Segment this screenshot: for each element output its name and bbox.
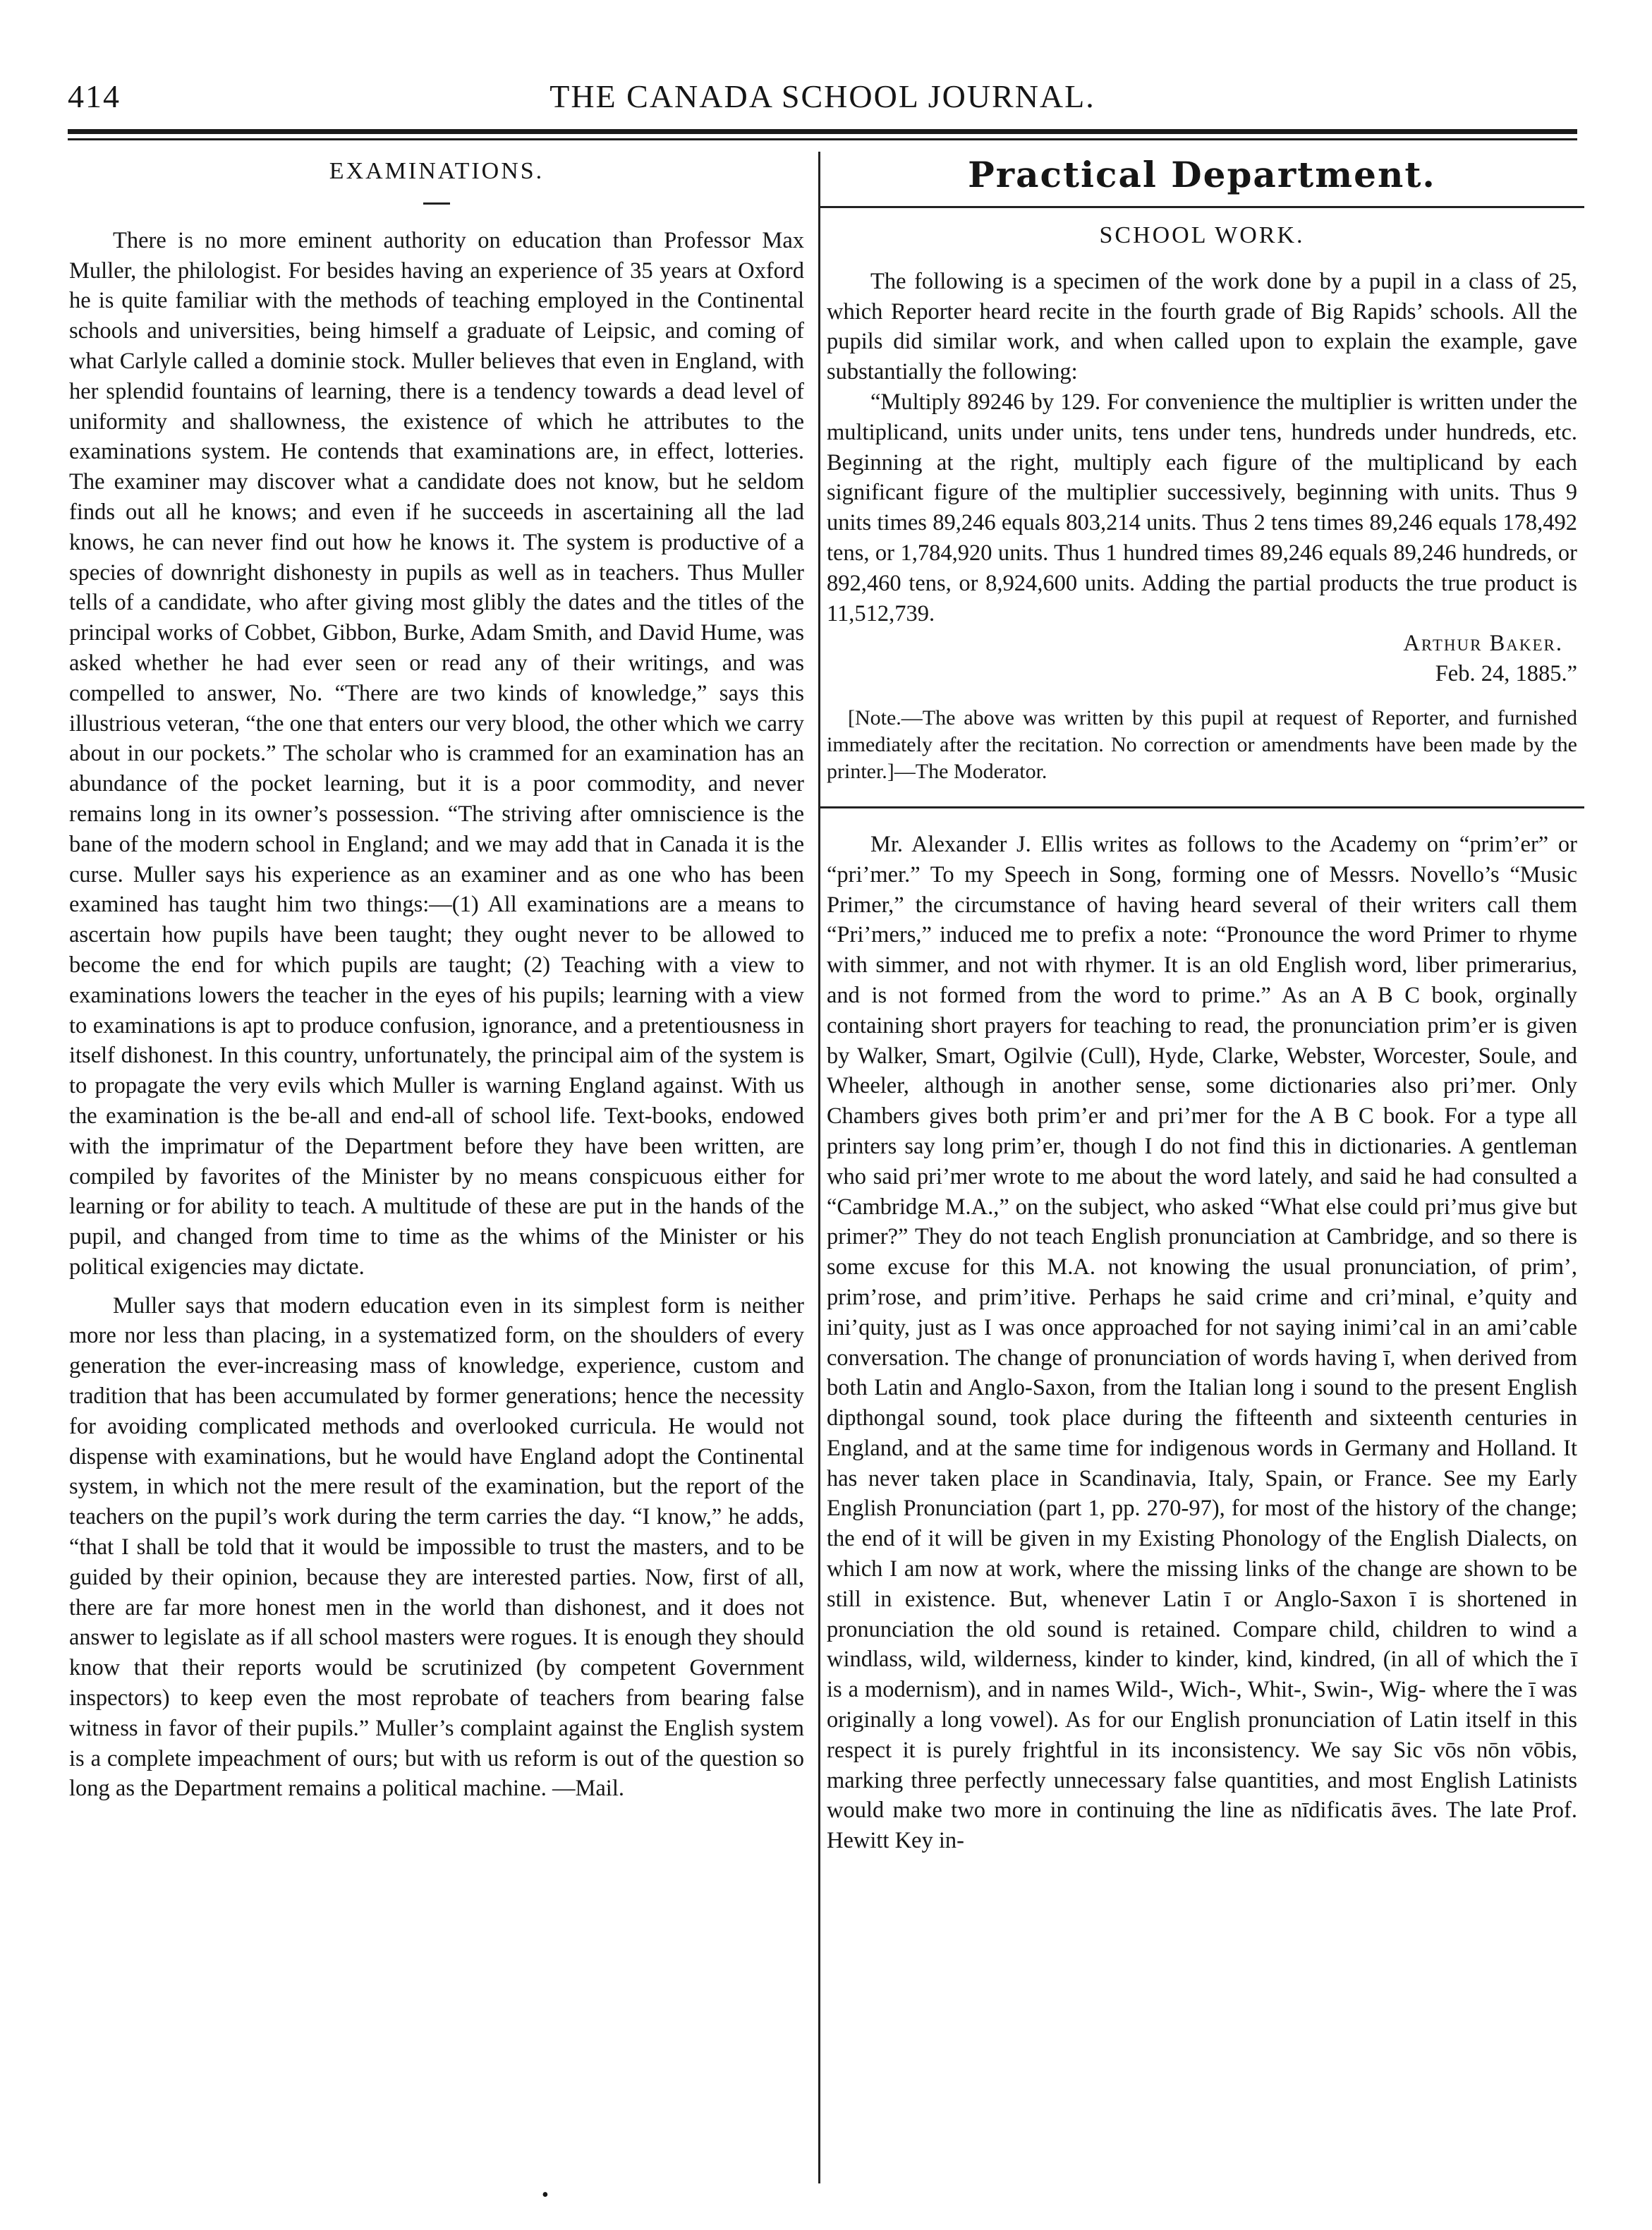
page-number: 414 — [68, 78, 121, 114]
journal-title: THE CANADA SCHOOL JOURNAL. — [549, 78, 1095, 114]
school-work-paragraph-2: “Multiply 89246 by 129. For convenience the multiplier is written under the multiplicand, units under units, tens under tens, hundreds under hundreds, etc. Beginning at the right, multiply each figure of the multiplicand by each significant figure of the multiplier successively, beginning with units. Thus 9 units times 89,246 equals 803,214 units. Thus 2 tens times 89,246 equals 178,492 tens, or 1,784,920 units. Thus 1 hundred times 89,246 equals 89,246 hundreds, or 892,460 tens, or 8,924,600 units. Adding the partial products the true product is 11,512,739. — [827, 389, 1577, 626]
right-column — [827, 154, 1577, 1856]
article-title-examinations: EXAMINATIONS. — [329, 158, 545, 184]
article-title-school-work: SCHOOL WORK. — [1099, 222, 1305, 248]
header-rule-thick — [68, 129, 1577, 134]
footer-mark: • — [542, 2184, 549, 2206]
column-divider — [818, 152, 820, 2183]
department-rule — [820, 206, 1584, 208]
header-rule-thin — [68, 138, 1577, 140]
signature-date: Feb. 24, 1885.” — [1435, 661, 1577, 687]
department-heading: Practical Department. — [968, 154, 1436, 195]
editor-note: [Note.—The above was written by this pupil at request of Reporter, and furnished immediately after the recitation. No correction or amendments have been made by the printer.]—The Moderator. — [827, 705, 1577, 783]
title-rule — [423, 202, 450, 205]
section-separator — [820, 806, 1584, 808]
school-work-paragraph-1: The following is a specimen of the work done by a pupil in a class of 25, which Reporter heard recite in the fourth grade of Big Rapids’ schools. All the pupils did similar work, and when called upon to explain the example, gave substantially the following: — [827, 268, 1577, 385]
left-column — [69, 157, 804, 1804]
page-header — [68, 78, 1577, 127]
author-signature: Arthur Baker. — [1403, 631, 1563, 657]
examinations-paragraph-1: There is no more eminent authority on education than Professor Max Muller, the philologist. For besides having an experience of 35 years at Oxford he is quite familiar with the methods of teaching employed in the Continental schools and universities, being himself a graduate of Leipsic, and coming of what Carlyle called a dominie stock. Muller believes that even in England, with her splendid fountains of learning, there is a tendency towards a dead level of uniformity and shallowness, the existence of which he attributes to the examinations system. He contends that examinations are, in effect, lotteries. The examiner may discover what a candidate does not know, but he seldom finds out all he knows; and even if he succeeds in ascertaining all the lad knows, he can never find out how he knows it. The system is productive of a species of downright dishonesty in pupils as well as in teachers. Thus Muller tells of a candidate, who after giving most glibly the dates and the titles of the principal works of Cobbet, Gibbon, Burke, Adam Smith, and David Hume, was asked whether he had ever seen or read any of their writings, and was compelled to answer, No. “There are two kinds of knowledge,” says this illustrious veteran, “the one that enters our very blood, the other which we carry about in our pockets.” The scholar who is crammed for an examination has an abundance of the pocket learning, but it is a poor commodity, and never remains long in its owner’s possession. “The striving after omniscience is the bane of the modern school in England; and we may add that in Canada it is the curse. Muller says his experience as an examiner and as one who has been examined has taught him two things:—(1) All examinations are a means to ascertain how pupils have been taught; they ought never to be allowed to become the end for which pupils are taught; (2) Teaching with a view to examinations lowers the teacher in the eyes of his pupils; learning with a view to examinations is apt to produce confusion, ignorance, and a pretentiousness in itself dishonest. In this country, unfortunately, the principal aim of the system is to propagate the very evils which Muller is warning England against. With us the examination is the be-all and end-all of school life. Text-books, endowed with the imprimatur of the Department before they have been written, are compiled by favorites of the Minister by no means conspicuous either for learning or for ability to teach. A multitude of these are put in the hands of the pupil, and changed from time to time as the whims of the Minister or his political exigencies may dictate. — [69, 227, 804, 1280]
primer-paragraph: Mr. Alexander J. Ellis writes as follows to the Academy on “prim’er” or “pri’mer.” To my Speech in Song, forming one of Messrs. Novello’s “Music Primer,” the circumstance of having heard several of their writers call them “Pri’mers,” induced me to prefix a note: “Pronounce the word Primer to rhyme with simmer, and not with rhymer. It is an old English word, liber primerarius, and is not formed from the word to prime.” As an A B C book, orginally containing short prayers for teaching to read, the pronunciation prim’er is given by Walker, Smart, Ogilvie (Cull), Hyde, Clarke, Webster, Worcester, Soule, and Wheeler, although in another sense, some dictionaries also pri’mer. Only Chambers gives both prim’er and pri’mer for the A B C book. For a type all printers say long prim’er, though I do not find this in dictionaries. A gentleman who said pri’mer wrote to me about the word lately, and said he had consulted a “Cambridge M.A.,” on the subject, who asked “What else could pri’mus give but primer?” They do not teach English pronunciation at Cambridge, and so there is some excuse for this M.A. not knowing the usual pronunciation, of prim’, prim’rose, and prim’itive. Perhaps he said crime and cri’minal, e’quity and ini’quity, just as I was once approached for not saying inimi’cal in an ami’cable conversation. The change of pronunciation of words having ī, when derived from both Latin and Anglo-Saxon, from the Italian long i sound to the present English dipthongal sound, took place during the fifteenth and sixteenth centuries in England, and at the same time for indigenous words in Germany and Holland. It has never taken place in Scandinavia, Italy, Spain, or France. See my Early English Pronunciation (part 1, pp. 270-97), for most of the history of the change; the end of it will be given in my Existing Phonology of the English Dialects, on which I am now at work, where the missing links of the change are shown to be still in existence. But, whenever Latin ī or Anglo-Saxon ī is shortened in pronunciation the old sound is retained. Compare child, children to wind a windlass, wild, wilderness, kinder to kinder, kind, kindred, (in all of which the ī is a modernism), and in names Wild-, Wich-, Whit-, Swin-, Wig- where the ī was originally a long vowel). As for our English pronunciation of Latin itself in this respect it is purely frightful in its inconsistency. We say Sic vōs nōn vōbis, marking three perfectly unnecessary false quantities, and most English Latinists would make two more in continuing the line as nīdificatis āves. The late Prof. Hewitt Key in- — [827, 831, 1577, 1854]
examinations-paragraph-2: Muller says that modern education even in its simplest form is neither more nor less than placing, in a systematized form, on the shoulders of every generation the ever-increasing mass of knowledge, experience, custom and tradition that has been accumulated by former generations; hence the necessity for avoiding complicated methods and overlooked curricula. He would not dispense with examinations, but he would have England adopt the Continental system, in which not the mere result of the examination, but the report of the teachers on the pupil’s work during the term carries the day. “I know,” he adds, “that I shall be told that it would be impossible to trust the masters, and to be guided by their opinion, because they are interested parties. Now, first of all, there are far more honest men in the world than dishonest, and it does not answer to legislate as if all school masters were rogues. It is enough they should know that their reports would be scrutinized (by competent Government inspectors) to keep even the most reprobate of teachers from bearing false witness in favor of their pupils.” Muller’s complaint against the English system is a complete impeachment of ours; but with us reform is out of the question so long as the Department remains a political machine. —Mail. — [69, 1292, 804, 1802]
